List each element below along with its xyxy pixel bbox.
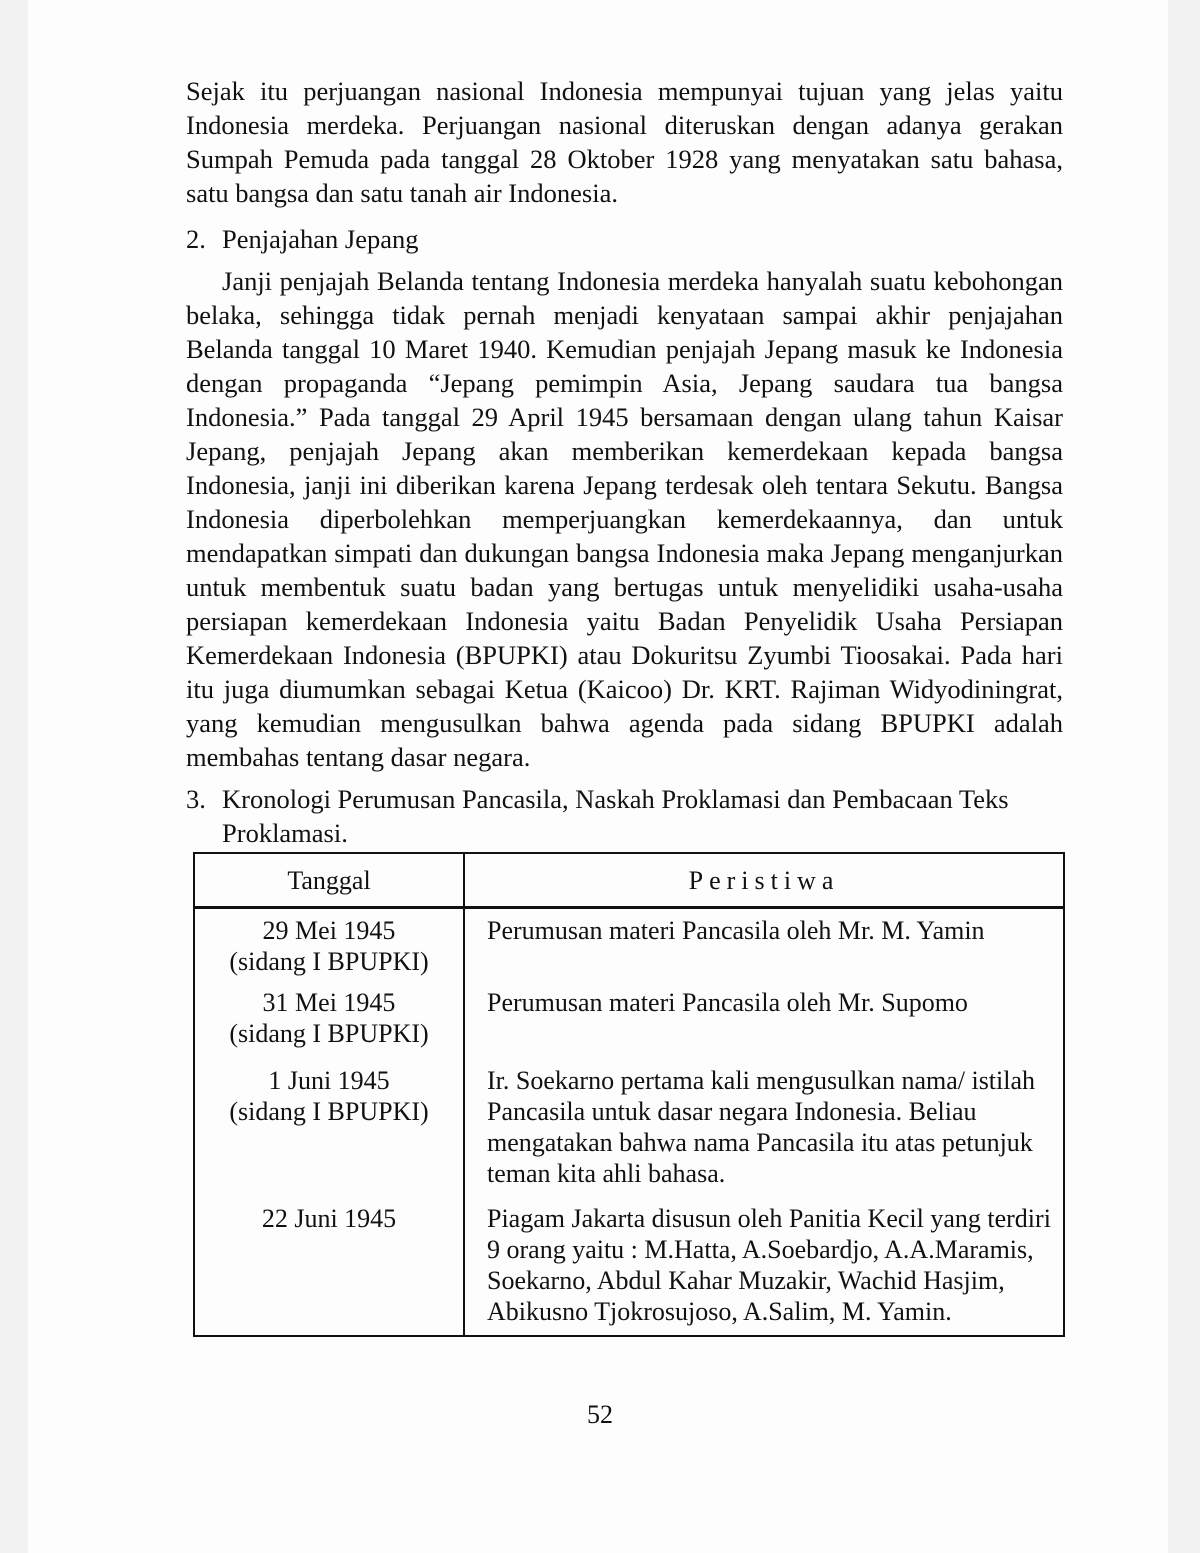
date-cell (194, 1059, 464, 1203)
date-text: 1 Juni 1945 (268, 1066, 390, 1095)
date-cell (194, 908, 464, 984)
date-text: 29 Mei 1945 (262, 916, 396, 945)
event-cell: Piagam Jakarta disusun oleh Panitia Kecil yang terdiri 9 orang yaitu : M.Hatta, A.Soebardjo, A.A.Maramis, Soekarno, Abdul Kahar Muzakir, Wachid Hasjim, Abikusno Tjokrosujoso, A.Salim, M. Yamin. (464, 1203, 1064, 1336)
section-2-heading (186, 222, 1063, 256)
date-cell (194, 1203, 464, 1336)
intro-paragraph: Sejak itu perjuangan nasional Indonesia mempunyai tujuan yang jelas yaitu Indonesia merdeka. Perjuangan nasional diteruskan dengan adanya gerakan Sumpah Pemuda pada tanggal 28 Oktober 1928 yang menyatakan satu bahasa, satu bangsa dan satu tanah air Indonesia. (186, 76, 1063, 208)
header-date: Tanggal (194, 853, 464, 908)
table-header-row (194, 853, 1064, 908)
session-text: (sidang I BPUPKI) (229, 1019, 429, 1048)
session-text: (sidang I BPUPKI) (229, 1097, 429, 1126)
section-2-number: 2. (186, 224, 206, 254)
page-number: 52 (587, 1400, 613, 1429)
section-2-title: Penjajahan Jepang (222, 224, 419, 254)
event-cell: Perumusan materi Pancasila oleh Mr. M. Yamin (464, 908, 1064, 984)
date-cell (194, 983, 464, 1059)
section-3-title: Kronologi Perumusan Pancasila, Naskah Proklamasi dan Pembacaan Teks Proklamasi. (222, 784, 1009, 848)
session-text: (sidang I BPUPKI) (229, 947, 429, 976)
table-row (194, 1203, 1064, 1336)
table-row (194, 983, 1064, 1059)
table-row (194, 1059, 1064, 1203)
section-3-heading (186, 782, 1063, 850)
section-2-paragraph: Janji penjajah Belanda tentang Indonesia merdeka hanyalah suatu kebohongan belaka, sehingga tidak pernah menjadi kenyataan sampai akhir penjajahan Belanda tanggal 10 Maret 1940. Kemudian penjajah Jepang masuk ke Indonesia dengan propaganda “Jepang pemimpin Asia, Jepang saudara tua bangsa Indonesia.” Pada tanggal 29 April 1945 bersamaan dengan ulang tahun Kaisar Jepang, penjajah Jepang akan memberikan kemerdekaan kepada bangsa Indonesia, janji ini diberikan karena Jepang terdesak oleh tentara Sekutu. Bangsa Indonesia diperbolehkan memperjuangkan kemerdekaannya, dan untuk mendapatkan simpati dan dukungan bangsa Indonesia maka Jepang menganjurkan untuk membentuk suatu badan yang bertugas untuk menyelidiki usaha-usaha persiapan kemerdekaan Indonesia yaitu Badan Penyelidik Usaha Persiapan Kemerdekaan Indonesia (BPUPKI) atau Dokuritsu Zyumbi Tioosakai. Pada hari itu juga diumumkan sebagai Ketua (Kaicoo) Dr. KRT. Rajiman Widyodiningrat, yang kemudian mengusulkan bahwa agenda pada sidang BPUPKI adalah membahas tentang dasar negara. (186, 266, 1063, 772)
event-cell: Perumusan materi Pancasila oleh Mr. Supomo (464, 983, 1064, 1059)
header-event: Peristiwa (464, 853, 1064, 908)
table-row (194, 908, 1064, 984)
section-3-number: 3. (186, 784, 206, 814)
event-cell: Ir. Soekarno pertama kali mengusulkan nama/ istilah Pancasila untuk dasar negara Indonesia. Beliau mengatakan bahwa nama Pancasila itu atas petunjuk teman kita ahli bahasa. (464, 1059, 1064, 1203)
page-body (186, 74, 1063, 854)
chronology-table (193, 852, 1065, 1337)
date-text: 22 Juni 1945 (261, 1204, 397, 1233)
date-text: 31 Mei 1945 (262, 988, 396, 1017)
